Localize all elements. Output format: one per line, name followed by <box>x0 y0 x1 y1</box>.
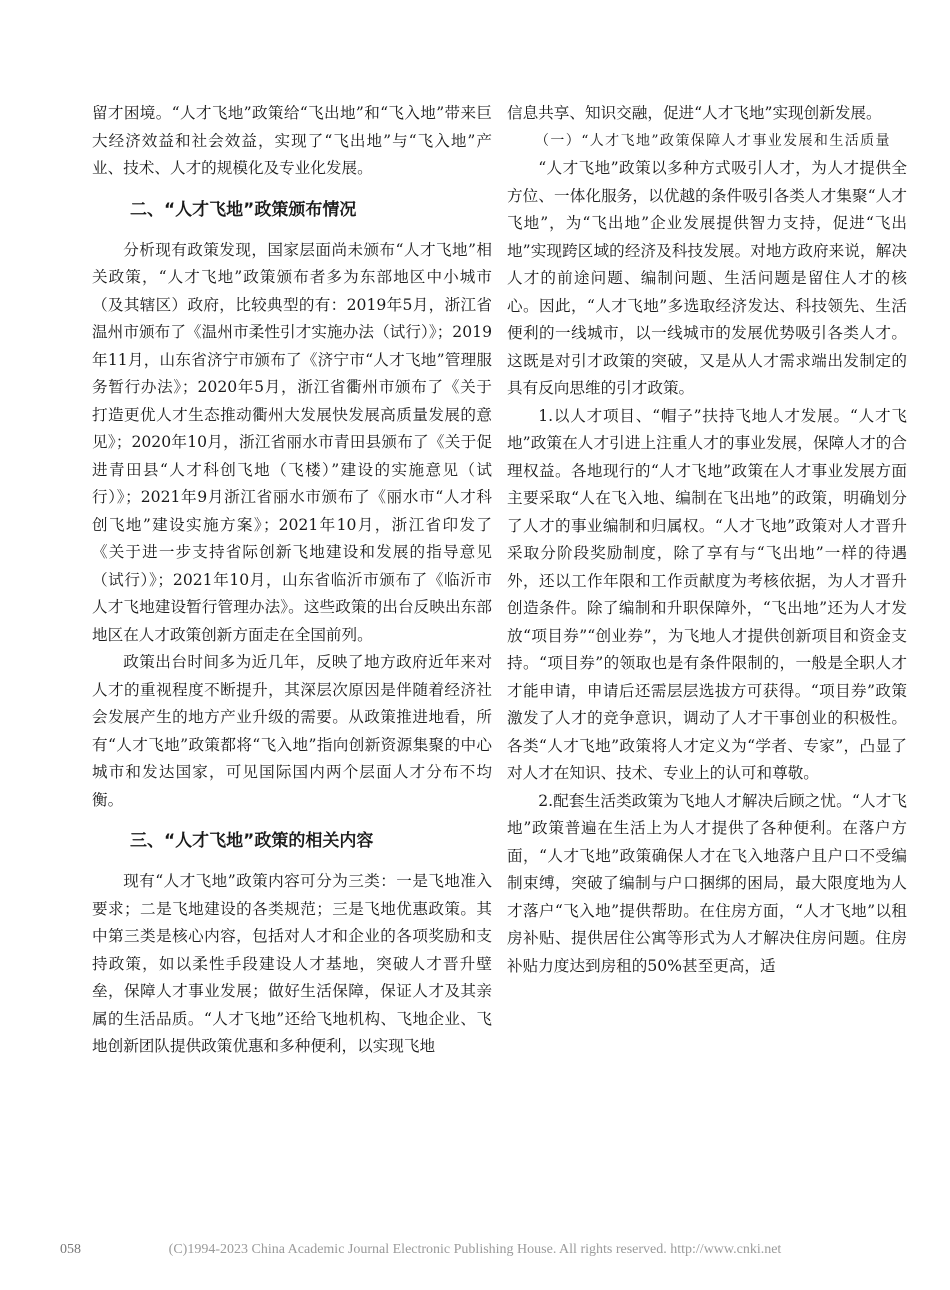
left-paragraph-content: 现有“人才飞地”政策内容可分为三类：一是飞地准入要求；二是飞地建设的各类规范；三是飞地优惠政策。其中第三类是核心内容，包括对人才和企业的各项奖励和支持政策，如以柔性手段建设人才基地，突破人才晋升壁垒，保障人才事业发展；做好生活保障，保证人才及其亲属的生活品质。“人才飞地”还给飞地机构、飞地企业、飞地创新团队提供政策优惠和多种便利，以实现飞地 <box>92 872 492 1055</box>
left-paragraph-policy-list: 分析现有政策发现，国家层面尚未颁布“人才飞地”相关政策，“人才飞地”政策颁布者多为东部地区中小城市（及其辖区）政府，比较典型的有：2019年5月，浙江省温州市颁布了《温州市柔性引才实施办法（试行）》；2019年11月，山东省济宁市颁布了《济宁市“人才飞地”管理服务暂行办法》；2020年5月，浙江省衢州市颁布了《关于打造更优人才生态推动衢州大发展快发展高质量发展的意见》；2020年10月，浙江省丽水市青田县颁布了《关于促进青田县“人才科创飞地（飞楼）”建设的实施意见（试行）》；2021年9月浙江省丽水市颁布了《丽水市“人才科创飞地”建设实施方案》；2021年10月，浙江省印发了《关于进一步支持省际创新飞地建设和发展的指导意见（试行）》；2021年10月，山东省临沂市颁布了《临沂市人才飞地建设暂行管理办法》。这些政策的出台反映出东部地区在人才政策创新方面走在全国前列。 <box>92 240 492 644</box>
right-paragraph-attract: “人才飞地”政策以多种方式吸引人才，为人才提供全方位、一体化服务，以优越的条件吸引各类人才集聚“人才飞地”，为“飞出地”企业发展提供智力支持，促进“飞出地”实现跨区域的经济及科技发展。对地方政府来说，解决人才的前途问题、编制问题、生活问题是留住人才的核心。因此，“人才飞地”多选取经济发达、科技领先、生活便利的一线城市，以一线城市的发展优势吸引各类人才。这既是对引才政策的突破，又是从人才需求端出发制定的具有反向思维的引才政策。 <box>507 159 907 397</box>
page-number: 058 <box>60 1242 81 1257</box>
left-column <box>92 100 492 1061</box>
right-paragraph-continuation: 信息共享、知识交融，促进“人才飞地”实现创新发展。 <box>507 104 882 122</box>
copyright-footer: (C)1994-2023 China Academic Journal Electronic Publishing House. All rights reserved. http://www.cnki.net <box>168 1242 782 1257</box>
section-heading-2: 二、“人才飞地”政策颁布情况 <box>130 199 357 220</box>
subsection-heading-1: （一）“人才飞地”政策保障人才事业发展和生活质量 <box>535 132 891 149</box>
left-paragraph-continuation: 留才困境。“人才飞地”政策给“飞出地”和“飞入地”带来巨大经济效益和社会效益，实现了“飞出地”与“飞入地”产业、技术、人才的规模化及专业化发展。 <box>92 104 492 177</box>
right-column <box>507 100 907 980</box>
section-heading-3: 三、“人才飞地”政策的相关内容 <box>130 831 374 851</box>
right-paragraph-career: 1.以人才项目、“帽子”扶持飞地人才发展。“人才飞地”政策在人才引进上注重人才的事业发展，保障人才的合理权益。各地现行的“人才飞地”政策在人才事业发展方面主要采取“人在飞入地、编制在飞出地”的政策，明确划分了人才的事业编制和归属权。“人才飞地”政策对人才晋升采取分阶段奖励制度，除了享有与“飞出地”一样的待遇外，还以工作年限和工作贡献度为考核依据，为人才晋升创造条件。除了编制和升职保障外，“飞出地”还为人才发放“项目券”“创业券”，为飞地人才提供创新项目和资金支持。“项目券”的领取也是有条件限制的，一般是全职人才才能申请，申请后还需层层选拔方可获得。“项目券”政策激发了人才的竞争意识，调动了人才干事创业的积极性。各类“人才飞地”政策将人才定义为“学者、专家”，凸显了对人才在知识、技术、专业上的认可和尊敬。 <box>507 406 907 782</box>
right-paragraph-living: 2.配套生活类政策为飞地人才解决后顾之忧。“人才飞地”政策普遍在生活上为人才提供了各种便利。在落户方面，“人才飞地”政策确保人才在飞入地落户且户口不受编制束缚，突破了编制与户口捆绑的困局，最大限度地为人才落户“飞入地”提供帮助。在住房方面，“人才飞地”以租房补贴、提供居住公寓等形式为人才解决住房问题。住房补贴力度达到房租的50%甚至更高，适 <box>507 791 907 975</box>
left-paragraph-timing: 政策出台时间多为近几年，反映了地方政府近年来对人才的重视程度不断提升，其深层次原因是伴随着经济社会发展产生的地方产业升级的需要。从政策推进地看，所有“人才飞地”政策都将“飞入地”指向创新资源集聚的中心城市和发达国家，可见国际国内两个层面人才分布不均衡。 <box>92 653 492 809</box>
